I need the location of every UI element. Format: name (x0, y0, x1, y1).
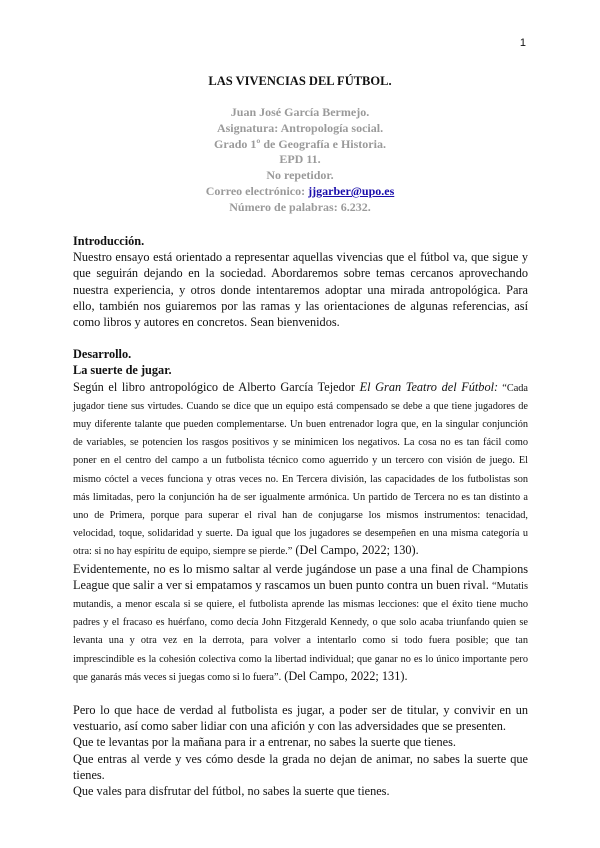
page-number: 1 (519, 37, 526, 49)
email-label: Correo electrónico: (205, 183, 309, 198)
repeater-line: No repetidor. (266, 168, 334, 183)
document-body (73, 233, 528, 799)
intro-heading: Introducción. (73, 234, 145, 248)
citation-1: (Del Campo, 2022; 130). (292, 543, 419, 558)
book-title: El Gran Teatro del Fútbol: (359, 379, 499, 394)
word-count-line: Número de palabras: 6.232. (229, 199, 371, 214)
paragraph-2-intro: Evidentemente, no es lo mismo saltar al verde jugándose un pase a una final de Champions League que salir a ver si empatamos y rascamos un buen punto contra un buen rival. (73, 561, 528, 592)
group-line: EPD 11. (279, 152, 321, 167)
section-subheading: La suerte de jugar. (73, 363, 172, 378)
paragraph-1 (73, 379, 528, 561)
degree-line: Grado 1º de Geografía e Historia. (214, 136, 386, 151)
quote-2: “Mutatis mutandis, a menor escala si se quiere, el futbolista aprende las mismas lecciones: que el éxito tiene mucho padres y el fracaso es huérfano, como decía John Fitzgerald Kennedy, o que solo acaba triunfando quien se levanta una y otra vez en la derrota, para volver a intentarlo como si todo fuera posible; que tan imprescindible es la cohesión colectiva como la libertad individual; que ganar no es lo único importante pero que ganarás más veces si juegas como si lo fuera”. (73, 580, 528, 683)
paragraph-3: Pero lo que hace de verdad al futbolista es jugar, a poder ser de titular, y convivir en un vestuario, así como saber lidiar con una afición y con las adversidades que se presenten. (73, 703, 528, 734)
paragraph-4: Que te levantas por la mañana para ir a entrenar, no sabes la suerte que tienes. (73, 735, 456, 750)
citation-2: (Del Campo, 2022; 131). (281, 668, 408, 683)
author-info-block (0, 105, 600, 216)
subject-line: Asignatura: Antropología social. (216, 120, 384, 135)
document-title: LAS VIVENCIAS DEL FÚTBOL. (208, 74, 392, 88)
author-name: Juan José García Bermejo. (230, 105, 370, 119)
development-heading: Desarrollo. (73, 347, 132, 362)
intro-paragraph: Nuestro ensayo está orientado a representar aquellas vivencias que el fútbol va, que sigue y que seguirán dejando en la sociedad. Abordaremos sobre temas cercanos aprovechando nuestra experiencia, y otros donde intentaremos adoptar una mirada antropológica. Para ello, también nos guiaremos por las ramas y las orientaciones de algunas referencias, así como libros y autores en concretos. Sean bienvenidos. (73, 250, 528, 330)
paragraph-6: Que vales para disfrutar del fútbol, no sabes la suerte que tienes. (73, 784, 390, 799)
paragraph-1-intro: Según el libro antropológico de Alberto García Tejedor (73, 379, 360, 394)
email-link[interactable]: jjgarber@upo.es (308, 183, 395, 198)
paragraph-2 (73, 561, 528, 686)
paragraph-5: Que entras al verde y ves cómo desde la grada no dejan de animar, no sabes la suerte que tienes. (73, 751, 528, 782)
quote-1: “Cada jugador tiene sus virtudes. Cuando se dice que un equipo está compensado se debe a que tiene jugadores de muy diferente talante que pueden complementarse. Un buen entrenador logra que, en la singular conjunción de variables, se potencien los rasgos positivos y se minimicen los negativos. La cosa no es tan fácil como poner en el centro del campo a un futbolista técnico como aguerrido y un tercero con visión de juego. El mismo cóctel a veces funciona y otras veces no. En Tercera división, las capacidades de los futbolistas son más limitadas, pero la conjunción ha de ser igualmente armónica. Un partido de Tercera no es tan distinto a uno de Primera, porque para superar el rival han de conjugarse los mismos instrumentos: tenacidad, velocidad, toque, solidaridad y suerte. Da igual que los jugadores se desempeñen en una misma categoría u otra: si no hay espíritu de equipo, siempre se pierde.” (73, 382, 528, 558)
email-line (0, 184, 600, 200)
